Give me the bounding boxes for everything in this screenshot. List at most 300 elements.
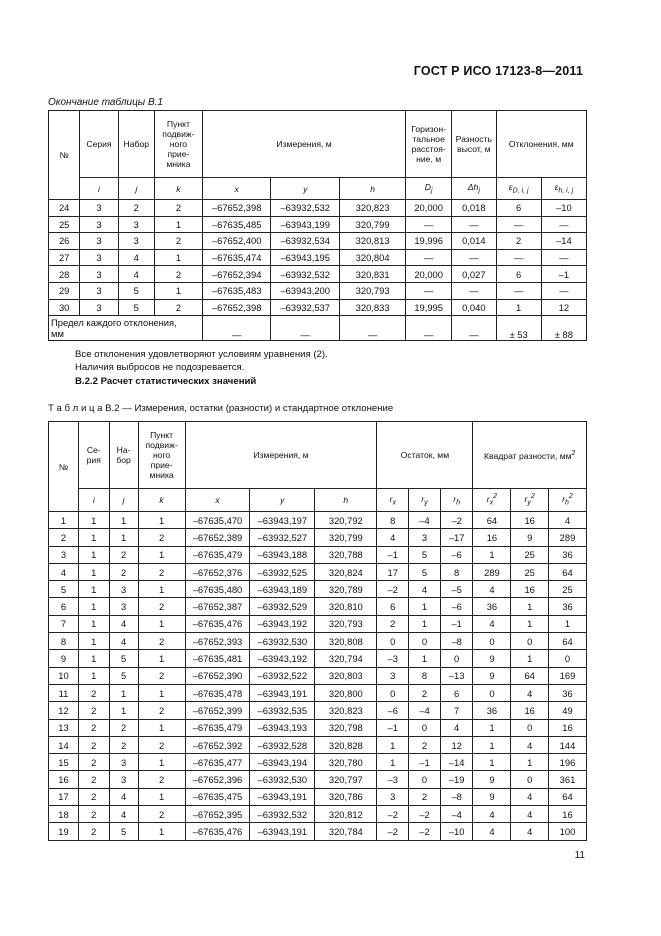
table-cell: –2 bbox=[409, 806, 441, 823]
table-cell: –63943,191 bbox=[250, 823, 315, 840]
table-cell: –3 bbox=[377, 771, 409, 788]
table-cell: 14 bbox=[49, 736, 79, 753]
table-cell: –63932,534 bbox=[271, 233, 340, 250]
table-cell: –14 bbox=[440, 754, 473, 771]
table-cell: 1 bbox=[138, 650, 185, 667]
table-cell: 25 bbox=[548, 581, 586, 598]
sym-j: j bbox=[118, 178, 154, 200]
sym-y: y bbox=[271, 178, 340, 200]
table-cell: 16 bbox=[49, 771, 79, 788]
table-cell: 64 bbox=[548, 788, 586, 805]
table-cell: 1 bbox=[78, 563, 109, 580]
table-cell: 320,780 bbox=[315, 754, 377, 771]
table-cell: 320,824 bbox=[315, 563, 377, 580]
table-cell: 0 bbox=[473, 684, 511, 701]
table-row bbox=[49, 233, 587, 250]
table2-caption: Т а б л и ц а В.2 — Измерения, остатки (разности) и стандартное отклонение bbox=[48, 403, 394, 414]
table-cell: 25 bbox=[511, 563, 549, 580]
limit-label: Предел каждого отклонения, мм bbox=[49, 316, 203, 341]
table-cell: –10 bbox=[440, 823, 473, 840]
table-cell: 15 bbox=[49, 754, 79, 771]
table-cell: 5 bbox=[49, 581, 79, 598]
table-cell: 320,803 bbox=[315, 667, 377, 684]
table-cell: 4 bbox=[109, 806, 138, 823]
table-cell: 2 bbox=[138, 667, 185, 684]
table-cell: — bbox=[452, 216, 496, 233]
table-cell: 320,798 bbox=[315, 719, 377, 736]
table-cell: 2 bbox=[78, 788, 109, 805]
table-cell: –63932,530 bbox=[250, 771, 315, 788]
table-row bbox=[49, 216, 587, 233]
table-cell: –67635,470 bbox=[185, 512, 250, 529]
table-row bbox=[49, 299, 587, 316]
table-cell: 2 bbox=[154, 266, 202, 283]
table-cell: 2 bbox=[138, 806, 185, 823]
table-cell: 2 bbox=[377, 615, 409, 632]
table-cell: –3 bbox=[377, 650, 409, 667]
table-cell: 1 bbox=[78, 598, 109, 615]
col-no: № bbox=[49, 422, 79, 512]
table-cell: 12 bbox=[440, 736, 473, 753]
col-hdiff: Разность высот, м bbox=[452, 111, 496, 178]
table-cell: –63932,522 bbox=[250, 667, 315, 684]
table-cell: — bbox=[496, 282, 541, 299]
table-cell: — bbox=[496, 216, 541, 233]
table-cell: — bbox=[406, 249, 452, 266]
table-cell: 3 bbox=[377, 667, 409, 684]
table-cell: 2 bbox=[109, 736, 138, 753]
table-row bbox=[49, 823, 587, 840]
note-1: Все отклонения удовлетворяют условиям уравнения (2). bbox=[75, 349, 328, 360]
table-cell: 3 bbox=[109, 598, 138, 615]
table-cell: 1 bbox=[473, 546, 511, 563]
table-cell: — bbox=[452, 282, 496, 299]
table-row bbox=[49, 581, 587, 598]
table-cell: 2 bbox=[154, 233, 202, 250]
table-cell: 4 bbox=[109, 615, 138, 632]
table-cell: –67652,392 bbox=[185, 736, 250, 753]
table-cell: 27 bbox=[49, 249, 80, 266]
table-cell: 9 bbox=[473, 788, 511, 805]
table-cell: 9 bbox=[49, 650, 79, 667]
table-cell: 16 bbox=[548, 806, 586, 823]
table-cell: –14 bbox=[541, 233, 586, 250]
table-cell: 13 bbox=[49, 719, 79, 736]
table-cell: 2 bbox=[138, 563, 185, 580]
table-cell: 4 bbox=[409, 581, 441, 598]
table-cell: 320,823 bbox=[315, 702, 377, 719]
table-cell: –67635,485 bbox=[202, 216, 271, 233]
table-cell: 320,831 bbox=[339, 266, 405, 283]
table-cell: 2 bbox=[154, 299, 202, 316]
table-cell: –67652,390 bbox=[185, 667, 250, 684]
table-row bbox=[49, 667, 587, 684]
table-cell: 0,040 bbox=[452, 299, 496, 316]
table-cell: 3 bbox=[109, 771, 138, 788]
sym-x: x bbox=[202, 178, 271, 200]
table-cell: 320,793 bbox=[339, 282, 405, 299]
table-cell: –4 bbox=[440, 806, 473, 823]
table-cell: 1 bbox=[548, 615, 586, 632]
table-cell: 6 bbox=[496, 200, 541, 217]
table-cell: 2 bbox=[78, 736, 109, 753]
limit-cell: — bbox=[339, 316, 405, 341]
table-cell: 4 bbox=[511, 823, 549, 840]
table-cell: 4 bbox=[49, 563, 79, 580]
table-cell: –2 bbox=[440, 512, 473, 529]
table-cell: 5 bbox=[409, 546, 441, 563]
table-cell: — bbox=[496, 249, 541, 266]
table-row bbox=[49, 736, 587, 753]
table-cell: 1 bbox=[78, 581, 109, 598]
table-cell: 2 bbox=[78, 823, 109, 840]
table-cell: –5 bbox=[440, 581, 473, 598]
table-cell: 3 bbox=[409, 529, 441, 546]
table-cell: 36 bbox=[473, 598, 511, 615]
table-cell: 4 bbox=[109, 633, 138, 650]
table-cell: 1 bbox=[473, 754, 511, 771]
table-cell: 24 bbox=[49, 200, 80, 217]
table-cell: 4 bbox=[118, 249, 154, 266]
table-cell: 9 bbox=[511, 529, 549, 546]
table-row bbox=[49, 546, 587, 563]
limit-cell: — bbox=[452, 316, 496, 341]
table-cell: –4 bbox=[409, 702, 441, 719]
table-cell: –63943,188 bbox=[250, 546, 315, 563]
table-cell: — bbox=[406, 282, 452, 299]
table-cell: 0 bbox=[409, 633, 441, 650]
table-cell: 1 bbox=[138, 823, 185, 840]
table-cell: 1 bbox=[78, 529, 109, 546]
table-cell: 1 bbox=[78, 615, 109, 632]
table-cell: 3 bbox=[80, 282, 118, 299]
table-cell: –4 bbox=[409, 512, 441, 529]
table-cell: 18 bbox=[49, 806, 79, 823]
table-cell: –1 bbox=[440, 615, 473, 632]
document-header: ГОСТ Р ИСО 17123-8—2011 bbox=[413, 64, 583, 78]
section-heading: В.2.2 Расчет статистических значений bbox=[75, 376, 257, 387]
table-cell: 49 bbox=[548, 702, 586, 719]
col-hdist: Горизон- тальное расстоя- ние, м bbox=[406, 111, 452, 178]
table-cell: –63943,193 bbox=[250, 719, 315, 736]
table-cell: 3 bbox=[109, 754, 138, 771]
table-cell: 6 bbox=[440, 684, 473, 701]
table-cell: 0 bbox=[511, 719, 549, 736]
sym-d: $D_j$ bbox=[406, 178, 452, 200]
table-cell: –63943,192 bbox=[250, 650, 315, 667]
table-cell: 1 bbox=[109, 702, 138, 719]
table-cell: 2 bbox=[154, 200, 202, 217]
table-cell: 320,833 bbox=[339, 299, 405, 316]
limit-cell: — bbox=[271, 316, 340, 341]
limit-row bbox=[49, 316, 587, 341]
table-cell: 11 bbox=[49, 684, 79, 701]
table-cell: –67652,400 bbox=[202, 233, 271, 250]
table-cell: 8 bbox=[49, 633, 79, 650]
table-cell: 1 bbox=[511, 754, 549, 771]
table-cell: 2 bbox=[78, 684, 109, 701]
table-cell: 4 bbox=[440, 719, 473, 736]
table-cell: –67635,477 bbox=[185, 754, 250, 771]
table-cell: 2 bbox=[78, 702, 109, 719]
table-cell: 30 bbox=[49, 299, 80, 316]
table-cell: 320,797 bbox=[315, 771, 377, 788]
sym-y: y bbox=[250, 489, 315, 512]
table-cell: 320,810 bbox=[315, 598, 377, 615]
table-cell: 2 bbox=[138, 771, 185, 788]
table-cell: –63932,537 bbox=[271, 299, 340, 316]
table-cell: –67652,393 bbox=[185, 633, 250, 650]
table-row bbox=[49, 282, 587, 299]
sym-rx: $r_x$ bbox=[377, 489, 409, 512]
sym-ry2: $r_y^2$ bbox=[511, 489, 549, 512]
table-cell: 1 bbox=[78, 546, 109, 563]
table-cell: –67652,389 bbox=[185, 529, 250, 546]
table-cell: –1 bbox=[541, 266, 586, 283]
sym-i: i bbox=[78, 489, 109, 512]
col-set: Набор bbox=[118, 111, 154, 178]
table-cell: –6 bbox=[440, 546, 473, 563]
table-row bbox=[49, 200, 587, 217]
table-cell: 3 bbox=[80, 233, 118, 250]
table-cell: 16 bbox=[548, 719, 586, 736]
table-cell: 4 bbox=[511, 684, 549, 701]
sym-ry: $r_y$ bbox=[409, 489, 441, 512]
table-cell: 2 bbox=[78, 719, 109, 736]
table-cell: 3 bbox=[118, 216, 154, 233]
col-deviations: Отклонения, мм bbox=[496, 111, 586, 178]
table-cell: 8 bbox=[440, 563, 473, 580]
table-cell: 1 bbox=[138, 788, 185, 805]
table-cell: –6 bbox=[377, 702, 409, 719]
table-cell: 4 bbox=[473, 581, 511, 598]
table-cell: 6 bbox=[496, 266, 541, 283]
table-cell: –2 bbox=[377, 581, 409, 598]
table-b1-body bbox=[49, 200, 587, 341]
table-cell: 2 bbox=[78, 771, 109, 788]
table-cell: –8 bbox=[440, 788, 473, 805]
table-cell: 1 bbox=[78, 667, 109, 684]
table-cell: 64 bbox=[548, 563, 586, 580]
table-cell: 5 bbox=[109, 823, 138, 840]
sym-eps-h: $\varepsilon_{h, i, j}$ bbox=[541, 178, 586, 200]
sym-h: h bbox=[339, 178, 405, 200]
table-cell: 1 bbox=[377, 736, 409, 753]
table-cell: 1 bbox=[78, 512, 109, 529]
table-cell: 19 bbox=[49, 823, 79, 840]
table-cell: –1 bbox=[377, 719, 409, 736]
table-cell: –13 bbox=[440, 667, 473, 684]
table-cell: 3 bbox=[49, 546, 79, 563]
table-cell: 36 bbox=[548, 684, 586, 701]
table-cell: 320,813 bbox=[339, 233, 405, 250]
col-point: Пункт подвиж- ного прие- мника bbox=[138, 422, 185, 489]
table-cell: –63932,532 bbox=[250, 806, 315, 823]
table-cell: 320,808 bbox=[315, 633, 377, 650]
col-residuals: Остаток, мм bbox=[377, 422, 473, 489]
table-cell: 9 bbox=[473, 771, 511, 788]
table-cell: 2 bbox=[78, 754, 109, 771]
table-cell: –63943,200 bbox=[271, 282, 340, 299]
table-cell: 4 bbox=[511, 736, 549, 753]
table-cell: 4 bbox=[511, 806, 549, 823]
table-cell: –1 bbox=[377, 546, 409, 563]
table-cell: 17 bbox=[377, 563, 409, 580]
table-cell: 3 bbox=[109, 581, 138, 598]
table-cell: 0,018 bbox=[452, 200, 496, 217]
table-cell: –17 bbox=[440, 529, 473, 546]
table-cell: –10 bbox=[541, 200, 586, 217]
table-cell: 1 bbox=[78, 633, 109, 650]
table-cell: 0 bbox=[548, 650, 586, 667]
sym-rh2: $r_h^2$ bbox=[548, 489, 586, 512]
table-cell: 2 bbox=[109, 563, 138, 580]
table-cell: 2 bbox=[409, 788, 441, 805]
sym-dh: $\Delta h_j$ bbox=[452, 178, 496, 200]
table-cell: 0,027 bbox=[452, 266, 496, 283]
table-cell: –67635,476 bbox=[185, 615, 250, 632]
table-cell: 64 bbox=[511, 667, 549, 684]
table-cell: 9 bbox=[473, 667, 511, 684]
table-cell: 7 bbox=[440, 702, 473, 719]
table-row bbox=[49, 529, 587, 546]
table-row bbox=[49, 650, 587, 667]
table-cell: 1 bbox=[377, 754, 409, 771]
sym-rx2: $r_x^2$ bbox=[473, 489, 511, 512]
table-cell: 16 bbox=[511, 702, 549, 719]
table-cell: 4 bbox=[473, 806, 511, 823]
table-cell: — bbox=[541, 282, 586, 299]
table-row bbox=[49, 249, 587, 266]
table-cell: 1 bbox=[409, 650, 441, 667]
table-cell: 1 bbox=[154, 216, 202, 233]
table-cell: –2 bbox=[409, 823, 441, 840]
table-cell: 4 bbox=[118, 266, 154, 283]
table-cell: –2 bbox=[377, 823, 409, 840]
table-cell: 1 bbox=[511, 650, 549, 667]
sym-x: x bbox=[185, 489, 250, 512]
table-cell: 1 bbox=[496, 299, 541, 316]
table-cell: –67635,478 bbox=[185, 684, 250, 701]
table-cell: 3 bbox=[80, 299, 118, 316]
table-row bbox=[49, 615, 587, 632]
table-cell: — bbox=[541, 216, 586, 233]
table-cell: 1 bbox=[138, 581, 185, 598]
limit-cell: — bbox=[202, 316, 271, 341]
table-cell: 36 bbox=[548, 546, 586, 563]
table-cell: 1 bbox=[154, 249, 202, 266]
table-cell: 320,799 bbox=[339, 216, 405, 233]
table-cell: –67652,398 bbox=[202, 200, 271, 217]
table-cell: –2 bbox=[377, 806, 409, 823]
table-cell: 8 bbox=[377, 512, 409, 529]
table-cell: 1 bbox=[473, 719, 511, 736]
table-row bbox=[49, 633, 587, 650]
table-cell: 12 bbox=[49, 702, 79, 719]
table-b1 bbox=[48, 110, 587, 341]
table-cell: 3 bbox=[118, 233, 154, 250]
limit-cell: — bbox=[406, 316, 452, 341]
table-row bbox=[49, 512, 587, 529]
table-cell: — bbox=[541, 249, 586, 266]
table-cell: –67635,479 bbox=[185, 546, 250, 563]
table-cell: 29 bbox=[49, 282, 80, 299]
table-cell: 1 bbox=[511, 598, 549, 615]
table-cell: –63943,191 bbox=[250, 788, 315, 805]
table-cell: 4 bbox=[548, 512, 586, 529]
table-cell: 5 bbox=[109, 650, 138, 667]
table-cell: 19,996 bbox=[406, 233, 452, 250]
table-cell: –63943,194 bbox=[250, 754, 315, 771]
table-cell: 36 bbox=[548, 598, 586, 615]
limit-cell: ± 53 bbox=[496, 316, 541, 341]
table-cell: –63943,195 bbox=[271, 249, 340, 266]
table-cell: –63943,197 bbox=[250, 512, 315, 529]
table-cell: –67635,481 bbox=[185, 650, 250, 667]
table-b2 bbox=[48, 421, 587, 841]
table-cell: 2 bbox=[109, 719, 138, 736]
table-cell: 3 bbox=[80, 216, 118, 233]
table-cell: 3 bbox=[80, 249, 118, 266]
table-cell: –63932,532 bbox=[271, 200, 340, 217]
table-cell: 17 bbox=[49, 788, 79, 805]
table-cell: 2 bbox=[109, 546, 138, 563]
table-cell: 0 bbox=[377, 684, 409, 701]
table-cell: 5 bbox=[118, 299, 154, 316]
table-cell: 1 bbox=[138, 512, 185, 529]
table-cell: 12 bbox=[541, 299, 586, 316]
limit-cell: ± 88 bbox=[541, 316, 586, 341]
table-row bbox=[49, 754, 587, 771]
table-cell: 4 bbox=[473, 615, 511, 632]
sym-i: i bbox=[80, 178, 118, 200]
table-cell: 196 bbox=[548, 754, 586, 771]
table-cell: –63932,535 bbox=[250, 702, 315, 719]
col-series: Серия bbox=[80, 111, 118, 178]
table-cell: 1 bbox=[154, 282, 202, 299]
table-cell: –67652,395 bbox=[185, 806, 250, 823]
table-cell: 4 bbox=[511, 788, 549, 805]
col-no: № bbox=[49, 111, 80, 200]
table-cell: –19 bbox=[440, 771, 473, 788]
table-cell: 169 bbox=[548, 667, 586, 684]
page-number: 11 bbox=[574, 850, 585, 861]
table-cell: 2 bbox=[49, 529, 79, 546]
table-cell: –8 bbox=[440, 633, 473, 650]
table-cell: 1 bbox=[138, 615, 185, 632]
table-cell: 289 bbox=[548, 529, 586, 546]
table-row bbox=[49, 719, 587, 736]
table-cell: 20,000 bbox=[406, 266, 452, 283]
sym-rh: $r_h$ bbox=[440, 489, 473, 512]
table-cell: 2 bbox=[138, 529, 185, 546]
table-cell: 3 bbox=[80, 200, 118, 217]
table-cell: –63943,199 bbox=[271, 216, 340, 233]
table-cell: –67635,479 bbox=[185, 719, 250, 736]
table-cell: 3 bbox=[80, 266, 118, 283]
table-cell: 320,788 bbox=[315, 546, 377, 563]
table-cell: 100 bbox=[548, 823, 586, 840]
table-row bbox=[49, 266, 587, 283]
table-cell: 0 bbox=[409, 771, 441, 788]
table-row bbox=[49, 598, 587, 615]
table-cell: 3 bbox=[377, 788, 409, 805]
table-cell: 1 bbox=[138, 754, 185, 771]
table-cell: –63943,192 bbox=[250, 615, 315, 632]
table-cell: –67635,483 bbox=[202, 282, 271, 299]
table-cell: –63932,525 bbox=[250, 563, 315, 580]
table-cell: –67652,387 bbox=[185, 598, 250, 615]
